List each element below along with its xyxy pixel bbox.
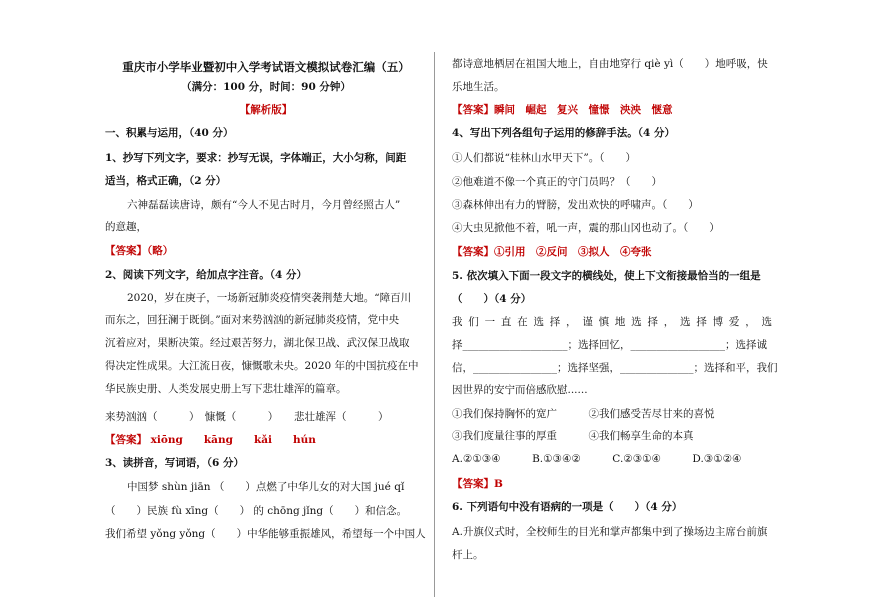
question-heading: 6. 下列语句中没有语病的一项是（ ）（4 分） [452, 501, 683, 513]
text-line: ①我们保持胸怀的宽广 ②我们感受苦尽甘来的喜悦 [452, 408, 715, 420]
text-line: 六神磊磊读唐诗，颇有“今人不见古时月，今月曾经照古人” [127, 199, 401, 211]
text-line: ④大虫见掀他不着，吼一声，震的那山冈也动了。（ ） [452, 222, 720, 234]
text-line: （ ）民族 fù xīng（ ） 的 chōng jǐng（ ）和信念。 [105, 505, 408, 517]
document-subtitle: （满分：100 分，时间：90 分钟） [181, 81, 351, 93]
question-heading: 2、阅读下列文字，给加点字注音。（4 分） [105, 269, 308, 281]
text-line: 乐地生活。 [452, 81, 505, 93]
text-line: 信，________________；选择坚强，______________；选择和平，我们 [452, 362, 778, 374]
text-line: 中国梦 shùn jiān （ ）点燃了中华儿女的对大国 jué qǐ [127, 481, 405, 493]
text-line: 都诗意地栖居在祖国大地上，自由地穿行 qiè yì（ ）地呼吸，快 [452, 58, 768, 70]
question-heading: （ ）（4 分） [452, 293, 532, 305]
answer-line: 【答案】瞬间 崛起 复兴 憧憬 泱泱 惬意 [452, 104, 673, 116]
text-line: 来势汹汹（ ） 慷慨（ ） 悲壮雄浑（ ） [105, 411, 389, 423]
question-heading: 3、读拼音，写词语，（6 分） [105, 457, 245, 469]
text-line: 的意趣， [105, 221, 147, 233]
text-line: ②他难道不像一个真正的守门员吗？（ ） [452, 176, 662, 188]
text-line: ③我们度量往事的厚重 ④我们畅享生命的本真 [452, 430, 694, 442]
text-line: 沉着应对，果断决策。经过艰苦努力，湖北保卫战、武汉保卫战取 [105, 337, 410, 349]
answer-line: 【答案】B [452, 478, 503, 490]
text-line: 我们一直在选择，谨慎地选择，选择博爱，选 [452, 316, 772, 328]
text-line: 我们希望 yǒng yǒng（ ）中华能够重振雄风，希望每一个中国人 [105, 528, 426, 540]
text-line: 择____________________；选择回忆，__________________；选择诚 [452, 339, 767, 351]
question-heading: 适当，格式正确，（2 分） [105, 175, 227, 187]
question-heading: 4、写出下列各组句子运用的修辞手法。（4 分） [452, 127, 676, 139]
text-line: 而东之，回狂澜于既倒。”面对来势汹汹的新冠肺炎疫情，党中央 [105, 314, 400, 326]
text-line: ③森林伸出有力的臂膀，发出欢快的呼啸声。（ ） [452, 199, 699, 211]
question-heading: 一、积累与运用，（40 分） [105, 127, 234, 139]
text-line: 得决定性成果。大江流日夜，慷慨歌未央。2020 年的中国抗疫在中 [105, 360, 419, 372]
text-line: 因世界的安宁而倍感欣慰...... [452, 384, 588, 396]
text-line: 杆上。 [452, 549, 484, 561]
text-line: A.升旗仪式时，全校师生的目光和掌声都集中到了操场边主席台前旗 [452, 526, 768, 538]
column-divider [434, 52, 435, 597]
answer-line: 【答案】①引用 ②反问 ③拟人 ④夸张 [452, 246, 652, 258]
answer-line: 【答案】 xiōng kāng kǎi hún [105, 434, 316, 446]
question-heading: 1、抄写下列文字，要求：抄写无误，字体端正，大小匀称，间距 [105, 152, 407, 164]
edition-label: 【解析版】 [239, 104, 293, 116]
text-line: 华民族史册、人类发展史册上写下悲壮雄浑的篇章。 [105, 383, 347, 395]
text-line: 2020，岁在庚子，一场新冠肺炎疫情突袭荆楚大地。“障百川 [127, 292, 412, 304]
document-title: 重庆市小学毕业暨初中入学考试语文模拟试卷汇编（五） [122, 60, 410, 74]
text-line: ①人们都说“桂林山水甲天下”。（ ） [452, 152, 636, 164]
answer-line: 【答案】（略） [105, 245, 174, 257]
question-heading: 5. 依次填入下面一段文字的横线处，使上下文衔接最恰当的一组是 [452, 270, 761, 282]
text-line: A.②①③④ B.①③④② C.②③①④ D.③①②④ [452, 453, 742, 465]
